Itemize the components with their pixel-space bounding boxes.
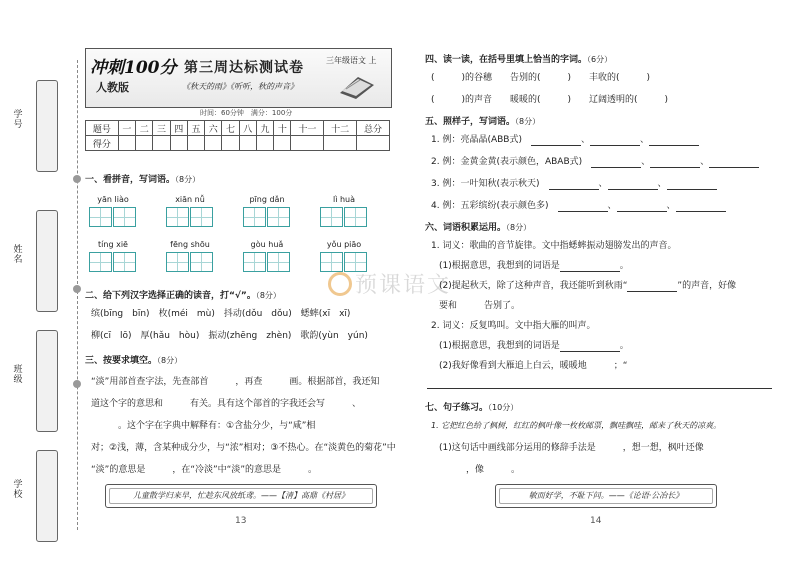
pronunciation-line: 柳(cī lō) 厚(hǎu hòu) 振动(zhēng zhèn) 歌韵(yùn yún) (91, 331, 368, 341)
book-icon (336, 67, 376, 101)
score-cell: 得分 (86, 136, 119, 151)
watermark-logo (328, 272, 352, 296)
answer-line: (2)提起秋天，除了这种声音，我还能听到秋雨“ ”的声音，好像 (439, 281, 737, 291)
definition-line: 1. 词义：歌曲的音节旋律。文中指蟋蟀振动翅膀发出的声音。 (431, 241, 677, 251)
score-value-row (86, 136, 390, 151)
score-cell: 七 (222, 121, 239, 136)
binding-hole (73, 175, 81, 183)
test-header (85, 48, 392, 108)
left-page (85, 48, 396, 558)
score-table (85, 120, 390, 151)
writing-grid[interactable] (166, 207, 214, 227)
writing-grid[interactable] (89, 252, 137, 272)
definition-line: 2. 词义：反复鸣叫。文中指大雁的叫声。 (431, 321, 596, 331)
example-line: 2. 例：金黄金黄(表示颜色，ABAB式) 、 、 (431, 156, 759, 168)
page-number: 14 (590, 516, 602, 526)
fill-in-line: 对；②浅，薄，含某种成分少，与“浓”相对；③不热心。在“淡黄色的菊花”中 (91, 443, 396, 453)
section-5-title: 五、照样子，写词语。（8分） (425, 117, 541, 127)
watermark-text: 预课语文 (355, 273, 452, 298)
bracket-fill-line: ( )的声音 暖暖的( ) 辽阔透明的( ) (431, 95, 669, 105)
class-label: 班级 (13, 365, 23, 385)
answer-line: (1)根据意思，我想到的词语是 。 (439, 261, 629, 271)
pinyin: yǒu piāo (326, 240, 362, 249)
page-number: 13 (235, 516, 247, 526)
fill-in-line: “淡”用部首查字法，先查部首 ，再查 画。根据部首，我还知 (91, 377, 380, 387)
pinyin: tíng xiē (98, 240, 128, 249)
fill-in-line: 。这个字在字典中解释有：①含盐分少，与“咸”相 (91, 421, 316, 431)
answer-line: (1)根据意思，我想到的词语是 。 (439, 341, 629, 351)
score-cell: 十 (274, 121, 291, 136)
student-id-label: 学号 (13, 110, 23, 130)
score-cell: 一 (118, 121, 135, 136)
example-line: 1. 例：亮晶晶(ABB式) 、 、 (431, 134, 699, 146)
sentence-line: 1. 它把红色给了枫树，红红的枫叶像一枚枚邮票，飘哇飘哇，邮来了秋天的凉爽。 (431, 421, 722, 430)
test-subtitle: 《秋天的雨》《听听，秋的声音》 (182, 82, 298, 91)
score-header-row (86, 121, 390, 136)
pinyin: lì huà (332, 195, 356, 204)
name-box (36, 210, 58, 312)
answer-line: 要和 告别了。 (439, 301, 521, 311)
pinyin: xiān nǚ (175, 195, 205, 204)
answer-blank-line[interactable] (427, 388, 772, 389)
question-line: (1)这句话中画线部分运用的修辞手法是 ，想一想，枫叶还像 (439, 443, 704, 453)
score-cell: 二 (136, 121, 153, 136)
student-id-box (36, 80, 58, 172)
pinyin: yān liào (97, 195, 129, 204)
binding-strip (8, 40, 63, 540)
test-title: 第三周达标测试卷 (184, 60, 304, 76)
score-cell: 六 (205, 121, 222, 136)
fill-in-line: “淡”的意思是 ，在“冷淡”中“淡”的意思是 。 (91, 465, 317, 475)
score-cell: 八 (239, 121, 256, 136)
score-cell: 题号 (86, 121, 119, 136)
pinyin: pīng dǎn (249, 195, 285, 204)
section-2-title: 二、给下列汉字选择正确的读音，打“√”。（8分） (85, 291, 281, 301)
section-6-title: 六、词语积累运用。（8分） (425, 223, 532, 233)
binding-hole (73, 285, 81, 293)
time-score-info: 时间：60分钟 满分：100分 (200, 109, 293, 117)
quote-box: 儿童散学归来早，忙趁东风放纸鸢。——【清】高鼎《村居》 (105, 484, 377, 508)
score-cell: 十二 (324, 121, 357, 136)
school-box (36, 450, 58, 542)
writing-grid[interactable] (320, 207, 368, 227)
score-cell: 总分 (357, 121, 390, 136)
pinyin: gòu huǎ (250, 240, 284, 249)
section-7-title: 七、句子练习。（10分） (425, 403, 519, 413)
writing-grid[interactable] (166, 252, 214, 272)
pronunciation-line: 缤(bīng bīn) 枚(méi mù) 抖动(dǒu dǒu) 蟋蟀(xī xī) (91, 309, 351, 319)
section-3-title: 三、按要求填空。（8分） (85, 356, 183, 366)
score-cell: 十一 (291, 121, 324, 136)
edition-label: 人教版 (96, 81, 129, 94)
binding-line (77, 60, 78, 530)
answer-line: (2)我好像看到大雁追上白云，暖暖地 ；“ (439, 361, 628, 371)
question-line: ，像 。 (439, 465, 521, 475)
writing-grid[interactable] (243, 252, 291, 272)
grade-label: 三年级语文 上 (326, 56, 377, 65)
example-line: 4. 例：五彩缤纷(表示颜色多) 、 、 (431, 200, 726, 212)
section-1-title: 一、看拼音，写词语。（8分） (85, 175, 201, 185)
name-label: 姓名 (13, 245, 23, 265)
pinyin: fēng shōu (170, 240, 210, 249)
score-cell: 五 (187, 121, 204, 136)
class-box (36, 330, 58, 432)
score-cell: 四 (170, 121, 187, 136)
example-line: 3. 例：一叶知秋(表示秋天) 、 、 (431, 178, 717, 190)
binding-hole (73, 380, 81, 388)
brand-logo: 冲刺100分 (90, 58, 177, 78)
score-cell: 九 (256, 121, 273, 136)
section-4-title: 四、读一读，在括号里填上恰当的字词。（6分） (425, 55, 613, 65)
fill-in-line: 道这个字的意思和 有关。具有这个部首的字我还会写 、 (91, 399, 362, 409)
school-label: 学校 (13, 480, 23, 500)
quote-box: 敏而好学，不耻下问。——《论语·公冶长》 (495, 484, 717, 508)
writing-grid[interactable] (243, 207, 291, 227)
score-cell: 三 (153, 121, 170, 136)
right-page (425, 48, 775, 558)
bracket-fill-line: ( )的谷穗 告别的( ) 丰收的( ) (431, 73, 651, 83)
writing-grid[interactable] (89, 207, 137, 227)
